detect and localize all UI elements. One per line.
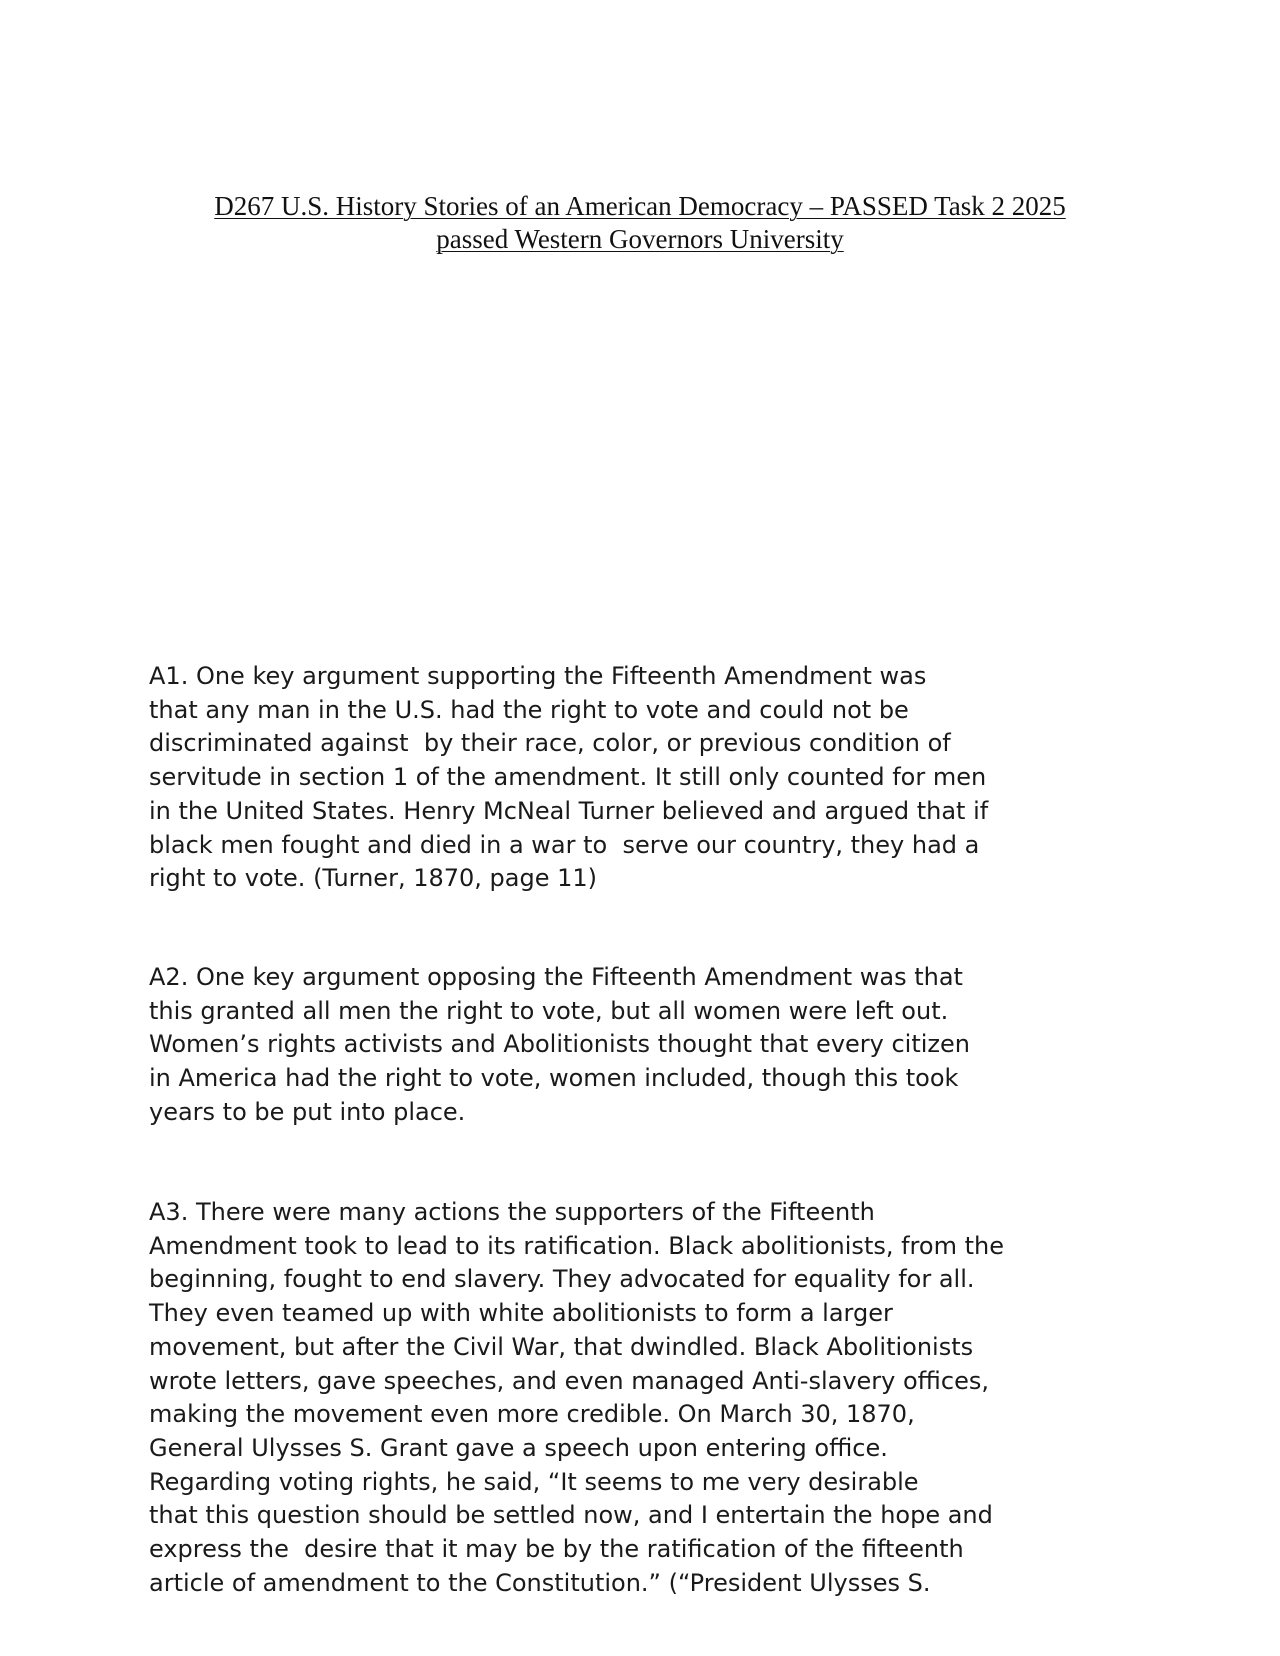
text-line: express the desire that it may be by the ratification of the fifteenth [149, 1535, 964, 1564]
text-line: that any man in the U.S. had the right to vote and could not be [149, 695, 909, 724]
paragraph-a3 [149, 1196, 1129, 1600]
text-line: movement, but after the Civil War, that dwindled. Black Abolitionists [149, 1332, 974, 1361]
title-line: D267 U.S. History Stories of an American Democracy – PASSED Task 2 2025 [214, 191, 1066, 221]
text-line: General Ulysses S. Grant gave a speech upon entering oﬃce. [149, 1433, 888, 1462]
text-line: this granted all men the right to vote, but all women were left out. [149, 996, 949, 1025]
text-line: that this question should be settled now, and I entertain the hope and [149, 1501, 993, 1530]
text-line: Women’s rights activists and Abolitionists thought that every citizen [149, 1030, 971, 1059]
text-line: black men fought and died in a war to serve our country, they had a [149, 830, 980, 859]
text-line: They even teamed up with white abolitionists to form a larger [149, 1299, 893, 1328]
text-line: in America had the right to vote, women included, though this took [149, 1064, 959, 1093]
text-line: Amendment took to lead to its ratification. Black abolitionists, from the [149, 1231, 1004, 1260]
text-line: servitude in section 1 of the amendment. It still only counted for men [149, 763, 987, 792]
text-line: right to vote. (Turner, 1870, page 11) [149, 864, 598, 893]
text-line: wrote letters, gave speeches, and even managed Anti-slavery oﬃces, [149, 1366, 989, 1395]
text-line: Regarding voting rights, he said, “It seems to me very desirable [149, 1467, 919, 1496]
document-title [150, 190, 1130, 256]
paragraph-a1 [149, 660, 1129, 896]
paragraph-a2 [149, 961, 1129, 1130]
text-line: A3. There were many actions the supporters of the Fifteenth [149, 1198, 875, 1226]
text-line: discriminated against by their race, color, or previous condition of [149, 729, 951, 758]
text-line: article of amendment to the Constitution.” (“President Ulysses S. [149, 1568, 931, 1597]
title-line: passed Western Governors University [436, 224, 844, 254]
text-line: beginning, fought to end slavery. They advocated for equality for all. [149, 1265, 975, 1294]
text-line: years to be put into place. [149, 1097, 466, 1126]
text-line: A1. One key argument supporting the Fifteenth Amendment was [149, 662, 927, 690]
text-line: making the movement even more credible. On March 30, 1870, [149, 1400, 915, 1429]
text-line: in the United States. Henry McNeal Turner believed and argued that if [149, 796, 989, 825]
text-line: A2. One key argument opposing the Fifteenth Amendment was that [149, 963, 963, 991]
